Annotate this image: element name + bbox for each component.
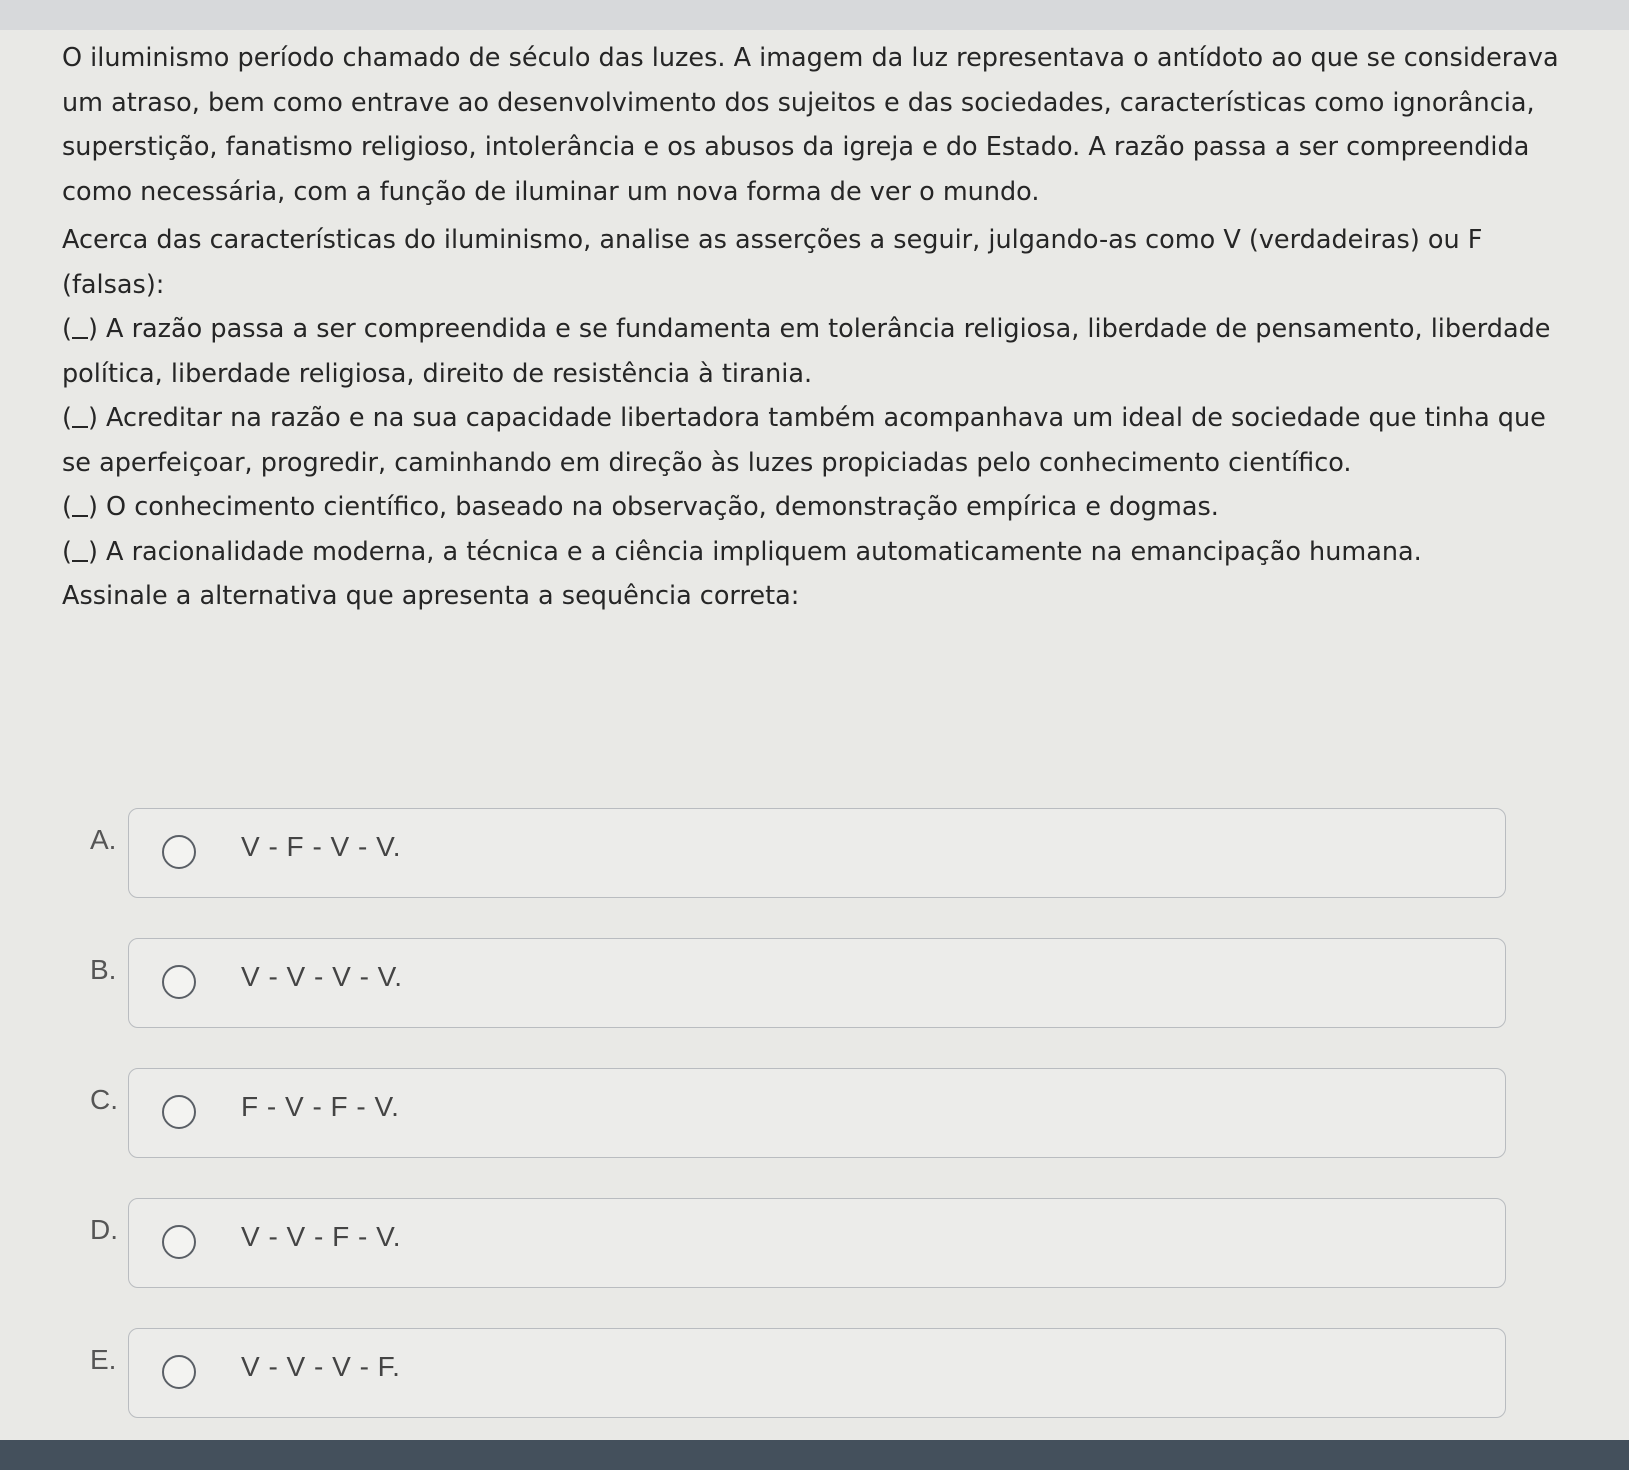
top-bar (0, 0, 1629, 30)
option-letter-d: D. (90, 1214, 118, 1245)
assertion-2: ( ) Acreditar na razão e na sua capacidade libertadora também acompanhava um ideal de sociedade que tinha que se aperfeiçoar, progredir, caminhando em direção às luzes propiciadas pelo conhecimento científico. (62, 403, 1546, 478)
option-b-text: V - V - V - V. (241, 961, 403, 992)
option-d[interactable] (128, 1198, 1506, 1288)
radio-circle-icon[interactable] (162, 835, 196, 869)
radio-circle-icon[interactable] (162, 1095, 196, 1129)
option-b[interactable] (128, 938, 1506, 1028)
option-c-text: F - V - F - V. (241, 1091, 400, 1122)
option-c[interactable] (128, 1068, 1506, 1158)
radio-circle-icon[interactable] (162, 1225, 196, 1259)
question-prompt: Acerca das características do iluminismo, analise as asserções a seguir, julgando-as como V (verdadeiras) ou F (falsas): (62, 225, 1483, 300)
assertion-blank (72, 319, 88, 339)
assertion-1: ( ) A razão passa a ser compreendida e se fundamenta em tolerância religiosa, liberdade de pensamento, liberdade política, liberdade religiosa, direito de resistência à tirania. (62, 314, 1551, 389)
question-instruction: Assinale a alternativa que apresenta a sequência correta: (62, 581, 800, 611)
assertion-blank (72, 497, 88, 517)
assertion-blank (72, 542, 88, 562)
option-a[interactable] (128, 808, 1506, 898)
option-letter-e: E. (90, 1344, 117, 1375)
option-letter-a: A. (90, 824, 117, 855)
assertion-blank (72, 408, 88, 428)
assertion-4: ( ) A racionalidade moderna, a técnica e a ciência impliquem automaticamente na emancipação humana. (62, 536, 1422, 567)
radio-circle-icon[interactable] (162, 965, 196, 999)
option-letter-b: B. (90, 954, 117, 985)
question-context: O iluminismo período chamado de século das luzes. A imagem da luz representava o antídoto ao que se considerava um atraso, bem como entrave ao desenvolvimento dos sujeitos e das sociedades, características como ignorância, superstição, fanatismo religioso, intolerância e os abusos da igreja e do Estado. A razão passa a ser compreendida como necessária, com a função de iluminar um nova forma de ver o mundo. (62, 43, 1559, 207)
option-a-text: V - F - V - V. (241, 831, 401, 862)
question-body (62, 36, 1562, 619)
option-d-text: V - V - F - V. (241, 1221, 401, 1252)
option-e[interactable] (128, 1328, 1506, 1418)
radio-circle-icon[interactable] (162, 1355, 196, 1389)
assertion-3: ( ) O conhecimento científico, baseado na observação, demonstração empírica e dogmas. (62, 492, 1219, 522)
option-letter-c: C. (90, 1084, 118, 1115)
option-e-text: V - V - V - F. (241, 1351, 401, 1382)
bottom-bar (0, 1440, 1629, 1470)
